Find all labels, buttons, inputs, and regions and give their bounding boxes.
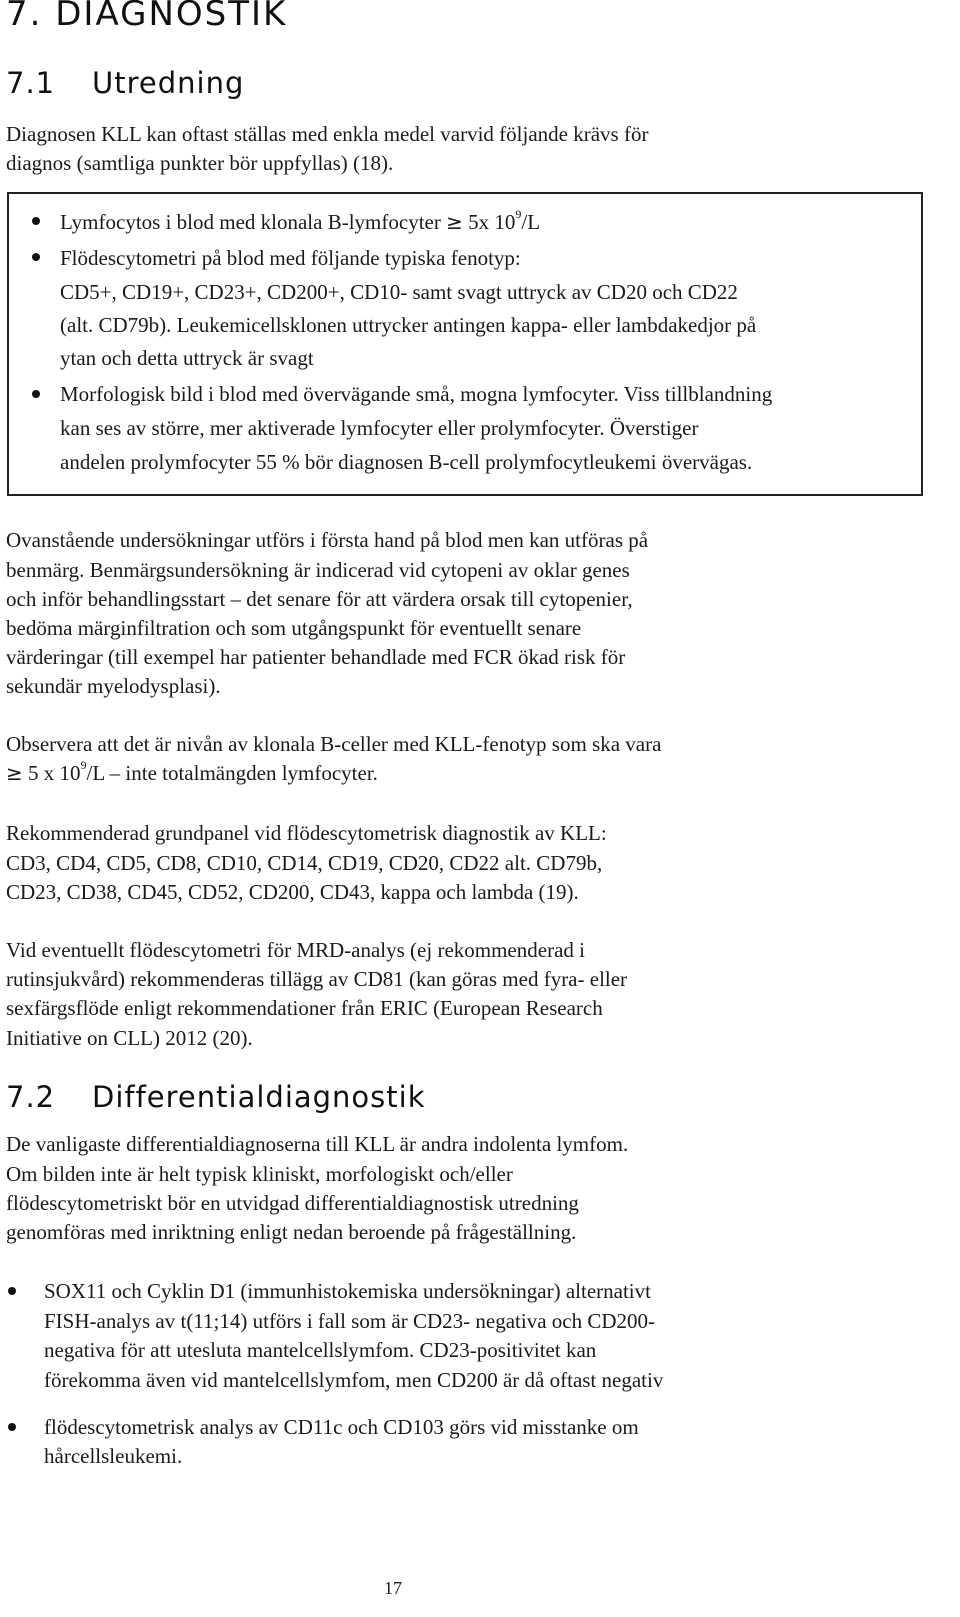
text-line	[6, 758, 378, 785]
text-line: CD3, CD4, CD5, CD8, CD10, CD14, CD19, CD20, CD22 alt. CD79b,	[6, 851, 603, 875]
bullet-icon	[32, 390, 40, 398]
text-span: /L	[521, 210, 541, 234]
section-title: Utredning	[92, 66, 245, 100]
bullet-text: Morfologisk bild i blod med övervägande små, mogna lymfocyter. Viss tillblandning	[60, 382, 773, 406]
greater-equal-symbol: ≥	[446, 210, 463, 234]
text-line: Vid eventuellt flödescytometri för MRD-analys (ej rekommenderad i	[6, 938, 585, 962]
bullet-text: SOX11 och Cyklin D1 (immunhistokemiska undersökningar) alternativt	[44, 1279, 651, 1303]
bullet-text: ytan och detta uttryck är svagt	[60, 346, 314, 370]
text-line: värderingar (till exempel har patienter behandlade med FCR ökad risk för	[6, 645, 626, 669]
text-line: Diagnosen KLL kan oftast ställas med enkla medel varvid följande krävs för	[6, 122, 649, 146]
bullet-text: förekomma även vid mantelcellslymfom, men CD200 är då oftast negativ	[44, 1368, 664, 1392]
text-line: Ovanstående undersökningar utförs i första hand på blod men kan utföras på	[6, 528, 649, 552]
greater-equal-symbol: ≥	[6, 761, 23, 785]
text-line: CD23, CD38, CD45, CD52, CD200, CD43, kappa och lambda (19).	[6, 880, 579, 904]
text-line: De vanligaste differentialdiagnoserna till KLL är andra indolenta lymfom.	[6, 1132, 629, 1156]
bullet-text	[60, 207, 541, 234]
text-line: bedöma märginfiltration och som utgångspunkt för eventuellt senare	[6, 616, 582, 640]
bullet-icon	[8, 1287, 16, 1295]
text-line: Om bilden inte är helt typisk kliniskt, morfologiskt och/eller	[6, 1162, 513, 1186]
text-line: genomföras med inriktning enligt nedan beroende på frågeställning.	[6, 1220, 577, 1244]
text-line: Initiative on CLL) 2012 (20).	[6, 1026, 253, 1050]
superscript: 9	[515, 207, 522, 221]
bullet-text: FISH-analys av t(11;14) utförs i fall som är CD23- negativa och CD200-	[44, 1309, 656, 1333]
section-number: 7.1	[6, 66, 56, 100]
bullet-text: flödescytometrisk analys av CD11c och CD103 görs vid misstanke om	[44, 1415, 639, 1439]
text-line: och inför behandlingsstart – det senare för att värdera orsak till cytopenier,	[6, 587, 633, 611]
bullet-text: kan ses av större, mer aktiverade lymfocyter eller prolymfocyter. Överstiger	[60, 416, 699, 440]
text-span: /L – inte totalmängden lymfocyter.	[86, 761, 378, 785]
bullet-text: hårcellsleukemi.	[44, 1444, 183, 1468]
text-line: sekundär myelodysplasi).	[6, 674, 221, 698]
section-7-1-heading	[6, 66, 244, 100]
text-line: diagnos (samtliga punkter bör uppfyllas) (18).	[6, 151, 394, 175]
text-line: rutinsjukvård) rekommenderas tillägg av CD81 (kan göras med fyra- eller	[6, 967, 628, 991]
section-7-heading: 7. DIAGNOSTIK	[6, 0, 288, 34]
text-line: benmärg. Benmärgsundersökning är indicerad vid cytopeni av oklar genes	[6, 558, 630, 582]
section-title: Differentialdiagnostik	[92, 1080, 426, 1114]
bullet-text: (alt. CD79b). Leukemicellsklonen uttrycker antingen kappa- eller lambdakedjor på	[60, 313, 757, 337]
text-line: Observera att det är nivån av klonala B-celler med KLL-fenotyp som ska vara	[6, 732, 662, 756]
bullet-text: negativa för att utesluta mantelcellslymfom. CD23-positivitet kan	[44, 1338, 597, 1362]
text-span: 5 x 10	[22, 761, 81, 785]
section-number: 7.2	[6, 1080, 56, 1114]
bullet-icon	[32, 253, 40, 261]
bullet-text: andelen prolymfocyter 55 % bör diagnosen B-cell prolymfocytleukemi övervägas.	[60, 450, 753, 474]
text-span: Lymfocytos i blod med klonala B-lymfocyter	[60, 210, 447, 234]
bullet-text: Flödescytometri på blod med följande typiska fenotyp:	[60, 246, 521, 270]
text-line: Rekommenderad grundpanel vid flödescytometrisk diagnostik av KLL:	[6, 821, 607, 845]
text-line: flödescytometriskt bör en utvidgad differentialdiagnostisk utredning	[6, 1191, 579, 1215]
text-line: sexfärgsflöde enligt rekommendationer från ERIC (European Research	[6, 996, 603, 1020]
bullet-icon	[8, 1423, 16, 1431]
bullet-icon	[32, 217, 40, 225]
superscript: 9	[80, 758, 87, 772]
section-7-2-heading	[6, 1080, 426, 1114]
text-span: 5x 10	[462, 210, 516, 234]
page-number: 17	[384, 1578, 402, 1598]
bullet-text: CD5+, CD19+, CD23+, CD200+, CD10- samt svagt uttryck av CD20 och CD22	[60, 280, 738, 304]
